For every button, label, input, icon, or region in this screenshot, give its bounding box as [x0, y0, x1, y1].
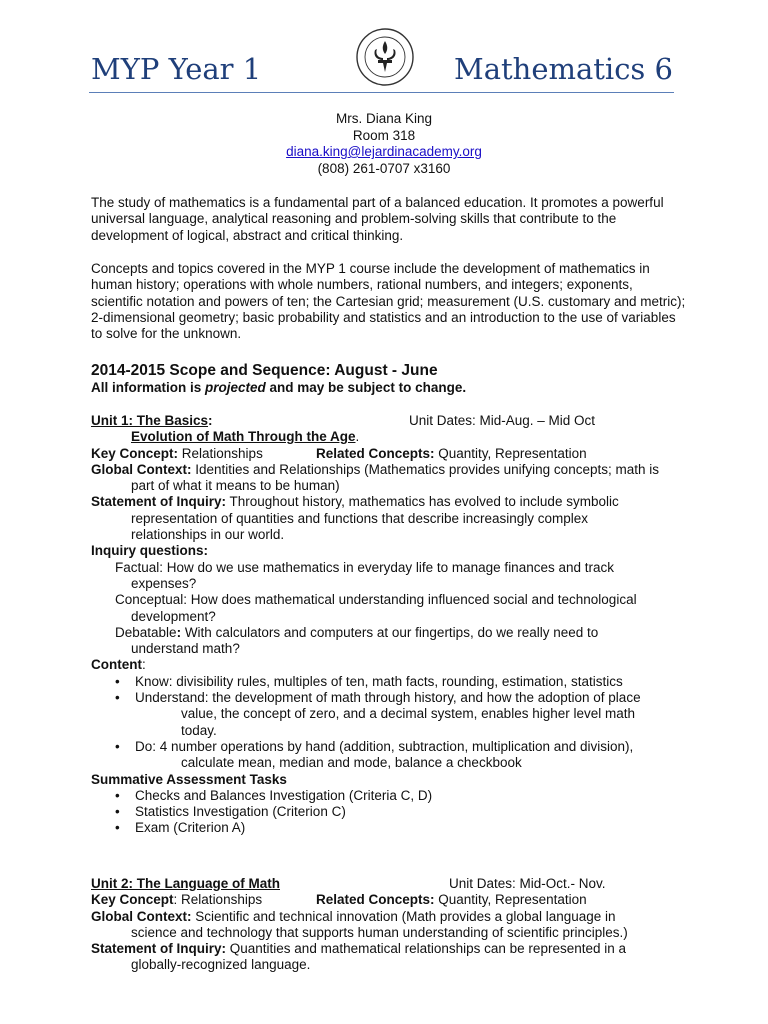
conceptual-question: Conceptual: How does mathematical understanding influenced social and technological: [115, 592, 637, 608]
global-context-text-cont: part of what it means to be human): [131, 478, 340, 494]
scope-note: [91, 380, 466, 395]
global-context-text: Identities and Relationships (Mathematics provides unifying concepts; math is: [191, 461, 659, 477]
debatable-text: With calculators and computers at our fingertips, do we really need to: [181, 624, 599, 640]
bullet-icon: •: [115, 787, 120, 803]
soi-label: Statement of Inquiry:: [91, 494, 227, 510]
unit-2-dates: Unit Dates: Mid-Oct.- Nov.: [449, 876, 606, 891]
course-subject-title: Mathematics 6: [454, 52, 673, 86]
soi-text-cont: representation of quantities and functions that describe increasingly complex: [131, 510, 589, 526]
summative-assessment-label: Summative Assessment Tasks: [91, 771, 287, 787]
key-concept-colon: :: [173, 892, 178, 908]
content-label: Content: [91, 657, 142, 673]
key-concept-label: Key Concept:: [91, 445, 179, 461]
scope-heading: 2014-2015 Scope and Sequence: August - June: [91, 362, 438, 379]
global-context-text-cont: science and technology that supports human understanding of scientific principles.): [131, 924, 628, 940]
soi-text-cont: globally-recognized language.: [131, 957, 311, 973]
intro-text: The study of mathematics is a fundamental part of a balanced education. It promotes a powerful universal language, analytical reasoning and problem-solving skills that contribute to the development of logical, abstract and critical thinking.: [91, 195, 664, 243]
school-seal-logo: [355, 27, 415, 87]
unit-1-subtitle: Evolution of Math Through the Age: [131, 429, 356, 445]
debatable-label: Debatable: [115, 624, 177, 640]
course-year-title: MYP Year 1: [91, 52, 262, 86]
list-item: [91, 690, 728, 706]
assessment-task-list: [91, 788, 728, 837]
unit-2-title: Unit 2: The Language of Math: [91, 876, 280, 891]
unit-2-global-context: [91, 909, 728, 925]
teacher-name: Mrs. Diana King: [335, 111, 433, 126]
list-item: [91, 820, 728, 836]
scope-note-em: projected: [205, 380, 266, 395]
bullet-icon: •: [115, 690, 120, 706]
soi-text-cont-2: relationships in our world.: [131, 527, 285, 543]
related-concepts-label: Related Concepts:: [316, 445, 435, 461]
bullet-icon: •: [115, 820, 120, 836]
soi-text: Throughout history, mathematics has evolved to include symbolic: [226, 494, 619, 510]
debatable-question: [91, 625, 728, 641]
debatable-colon: :: [176, 624, 182, 640]
unit-1-key-concept: [91, 446, 728, 462]
unit-2-key-concept: [91, 892, 728, 908]
unit-1-title-colon: :: [208, 413, 213, 428]
unit-2-statement-of-inquiry: [91, 941, 728, 957]
global-context-text: Scientific and technical innovation (Math provides a global language in: [191, 908, 616, 924]
unit-1-dates: Unit Dates: Mid-Aug. – Mid Oct: [409, 413, 596, 428]
bullet-icon: •: [115, 738, 120, 754]
topics-text: Concepts and topics covered in the MYP 1 course include the development of mathematics in human history; operations with whole numbers, rational numbers, and integers; exponents, scientific notation and powers of ten; the Cartesian grid; measurement (U.S. customary and metric); 2-dimensional geometry; basic probability and statistics and an introduction to the use of variables to solve for the unknown.: [91, 261, 686, 342]
unit-1-subtitle-line: [91, 429, 728, 445]
phone-number: (808) 261-0707 x3160: [317, 160, 451, 176]
key-concept-value: Relationships: [178, 445, 263, 461]
know-text: Know: divisibility rules, multiples of ten, math facts, rounding, estimation, statistics: [135, 673, 623, 689]
scope-note-post: and may be subject to change.: [265, 380, 467, 395]
unit-1-statement-of-inquiry: [91, 494, 728, 510]
global-context-label: Global Context:: [91, 908, 192, 924]
key-concept-value: Relationships: [177, 892, 263, 908]
soi-text: Quantities and mathematical relationships can be represented in a: [226, 941, 626, 957]
related-concepts-value: Quantity, Representation: [434, 892, 587, 908]
global-context-label: Global Context:: [91, 461, 192, 477]
understand-text: Understand: the development of math through history, and how the adoption of place: [135, 690, 641, 706]
bullet-icon: •: [115, 673, 120, 689]
understand-text-cont-2: today.: [181, 722, 217, 738]
list-item: [91, 739, 728, 755]
related-concepts-value: Quantity, Representation: [434, 445, 587, 461]
email-link[interactable]: diana.king@lejardinacademy.org: [286, 144, 482, 159]
scope-note-pre: All information is: [91, 380, 206, 395]
soi-label: Statement of Inquiry:: [91, 941, 227, 957]
teacher-contact: [0, 111, 768, 177]
list-item: [91, 674, 728, 690]
list-item: [91, 804, 728, 820]
factual-question: Factual: How do we use mathematics in everyday life to manage finances and track: [115, 559, 614, 575]
content-list: [91, 674, 728, 772]
conceptual-question-cont: development?: [131, 608, 216, 624]
unit-1-subtitle-end: .: [355, 429, 360, 445]
factual-question-cont: expenses?: [131, 575, 197, 591]
list-item: [91, 788, 728, 804]
do-text: Do: 4 number operations by hand (addition, subtraction, multiplication and division),: [135, 738, 634, 754]
unit-1-global-context: [91, 462, 728, 478]
do-text-cont: calculate mean, median and mode, balance a checkbook: [181, 755, 522, 771]
unit-1-title: Unit 1: The Basics: [91, 413, 209, 428]
content-colon: :: [142, 657, 146, 673]
intro-paragraph: [91, 195, 688, 244]
debatable-question-cont: understand math?: [131, 641, 240, 657]
topics-paragraph: [91, 261, 688, 342]
header-divider: [89, 92, 674, 93]
unit-2-title-line: [91, 876, 728, 892]
task-text: Checks and Balances Investigation (Criteria C, D): [135, 787, 433, 803]
task-text: Exam (Criterion A): [135, 820, 246, 836]
unit-2-section: [91, 876, 728, 974]
bullet-icon: •: [115, 804, 120, 820]
task-text: Statistics Investigation (Criterion C): [135, 804, 346, 820]
unit-1-title-line: [91, 413, 728, 429]
related-concepts-label: Related Concepts:: [316, 892, 435, 908]
inquiry-questions-label: Inquiry questions:: [91, 543, 209, 559]
unit-1-section: [91, 413, 728, 837]
room-number: Room 318: [352, 127, 416, 143]
understand-text-cont: value, the concept of zero, and a decimal system, enables higher level math: [181, 706, 636, 722]
key-concept-label: Key Concept: [91, 892, 174, 908]
